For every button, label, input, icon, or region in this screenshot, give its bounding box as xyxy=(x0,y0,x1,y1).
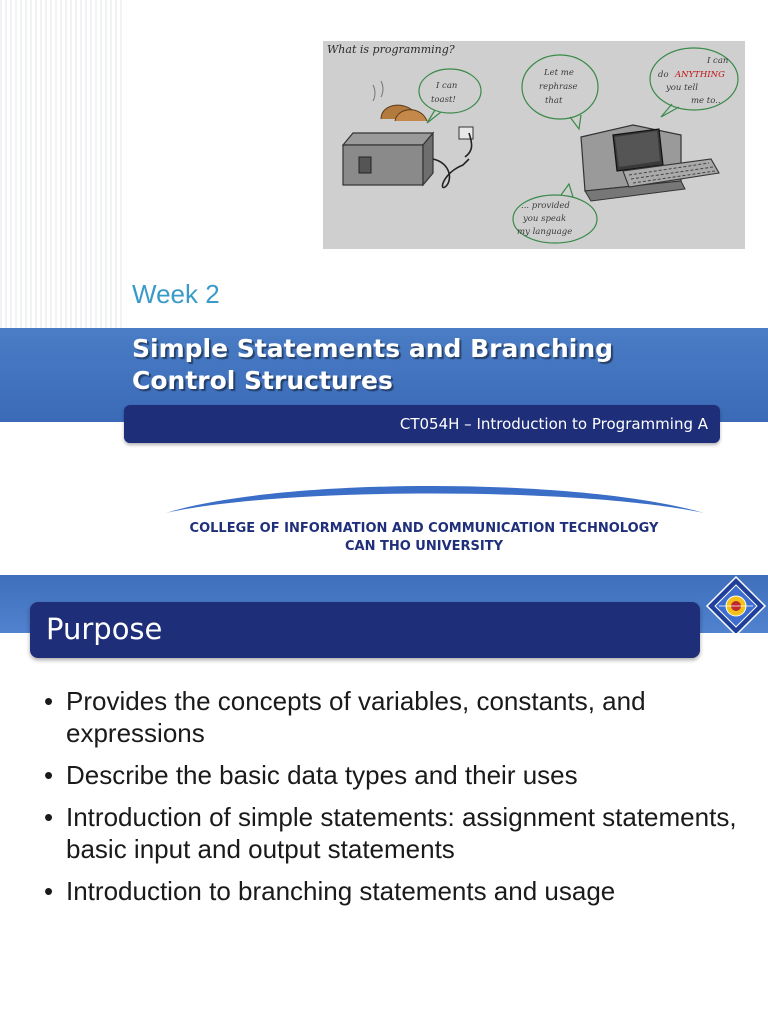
rephrase-bubble-line1: Let me xyxy=(544,68,574,78)
bullet-icon: • xyxy=(44,686,54,716)
list-item xyxy=(44,801,754,865)
bullet-icon: • xyxy=(44,760,54,790)
toaster-bubble-line2: toast! xyxy=(431,95,456,105)
decorative-arc xyxy=(160,483,710,523)
section-heading: Purpose xyxy=(46,612,163,646)
list-item xyxy=(44,685,754,749)
section-header xyxy=(30,602,700,658)
anything-bubble-line4: me to.. xyxy=(691,96,721,106)
cartoon-illustration xyxy=(323,41,745,249)
list-item-text: Describe the basic data types and their uses xyxy=(66,760,578,790)
cartoon-title: What is programming? xyxy=(327,43,455,56)
computer-icon xyxy=(581,125,719,201)
list-item xyxy=(44,759,754,791)
anything-bubble-line2-pre: do xyxy=(658,70,669,80)
college-line2: CAN THO UNIVERSITY xyxy=(344,539,504,554)
toaster-bubble-line1: I can xyxy=(436,81,458,91)
decorative-stripes xyxy=(0,0,124,328)
slide-title xyxy=(132,333,752,397)
list-item-text: Introduction to branching statements and usage xyxy=(66,876,616,906)
language-bubble-line3: my language xyxy=(517,227,573,237)
list-item xyxy=(44,875,754,907)
college-name xyxy=(0,520,768,556)
purpose-slide xyxy=(0,575,768,1024)
list-item-text: Provides the concepts of variables, constants, and expressions xyxy=(66,686,646,748)
list-item-text: Introduction of simple statements: assignment statements, basic input and output statements xyxy=(66,802,737,864)
purpose-list xyxy=(44,685,754,917)
rephrase-bubble-line2: rephrase xyxy=(539,82,578,92)
week-label: Week 2 xyxy=(132,279,220,309)
anything-bubble-line2-red: ANYTHING xyxy=(675,70,725,80)
language-bubble-line1: ... provided xyxy=(521,201,570,211)
bullet-icon: • xyxy=(44,876,54,906)
course-name: CT054H – Introduction to Programming A xyxy=(399,415,708,433)
rephrase-bubble-line3: that xyxy=(545,96,563,106)
bullet-icon: • xyxy=(44,802,54,832)
anything-bubble-line3: you tell xyxy=(666,83,698,93)
slide-title-line2: Control Structures xyxy=(132,366,393,395)
cartoon-drawing xyxy=(323,41,745,249)
anything-bubble-line1: I can xyxy=(707,56,729,66)
language-bubble-line2: you speak xyxy=(523,214,567,224)
college-line1: COLLEGE OF INFORMATION AND COMMUNICATION TECHNOLOGY xyxy=(189,521,659,536)
university-seal-icon xyxy=(705,575,767,637)
course-bar xyxy=(124,405,720,443)
slide-title-line1: Simple Statements and Branching xyxy=(132,334,614,363)
